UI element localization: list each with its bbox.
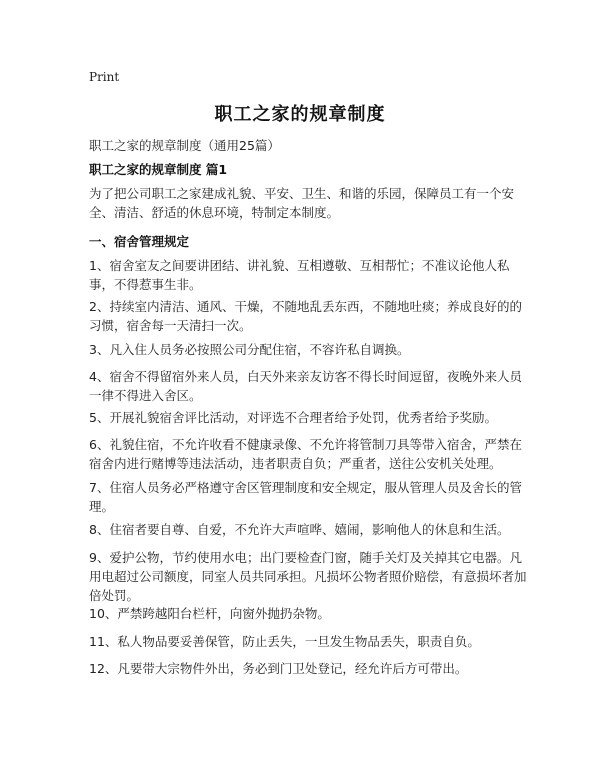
print-link[interactable]: Print <box>89 70 120 84</box>
chapter-heading: 职工之家的规章制度 篇1 <box>89 162 228 177</box>
rule-paragraph: 7、住宿人员务必严格遵守舍区管理制度和安全规定，服从管理人员及舍长的管理。 <box>89 480 522 514</box>
document-subtitle: 职工之家的规章制度（通用25篇） <box>89 138 280 153</box>
page-title: 职工之家的规章制度 <box>214 104 386 125</box>
rule-paragraph: 11、私人物品要妥善保管，防止丢失，一旦发生物品丢失，职责自负。 <box>89 634 480 649</box>
rule-paragraph: 4、宿舍不得留宿外来人员，白天外来亲友访客不得长时间逗留，夜晚外来人员一律不得进入舍区。 <box>89 369 522 403</box>
rule-paragraph: 12、凡要带大宗物件外出，务必到门卫处登记，经允许后方可带出。 <box>89 661 468 676</box>
rule-paragraph: 6、礼貌住宿，不允许收看不健康录像、不允许将管制刀具等带入宿舍，严禁在宿舍内进行赌博等违法活动，违者职责自负；严重者，送往公安机关处理。 <box>89 437 522 471</box>
rule-paragraph: 2、持续室内清洁、通风、干燥，不随地乱丢东西，不随地吐痰；养成良好的的习惯，宿舍每一天清扫一次。 <box>89 299 522 333</box>
intro-paragraph: 为了把公司职工之家建成礼貌、平安、卫生、和谐的乐园，保障员工有一个安全、清洁、舒适的休息环境，特制定本制度。 <box>89 186 515 220</box>
section-heading-dormitory: 一、宿舍管理规定 <box>89 234 190 249</box>
rule-paragraph: 3、凡入住人员务必按照公司分配住宿，不容许私自调换。 <box>89 342 410 357</box>
rule-paragraph: 5、开展礼貌宿舍评比活动，对评选不合理者给予处罚，优秀者给予奖励。 <box>89 410 497 425</box>
rule-paragraph: 8、住宿者要自尊、自爱，不允许大声喧哗、嬉闹，影响他人的休息和生活。 <box>89 522 510 537</box>
rule-paragraph: 10、严禁跨越阳台栏杆，向窗外抛扔杂物。 <box>89 606 330 621</box>
rule-paragraph: 1、宿舍室友之间要讲团结、讲礼貌、互相遵敬、互相帮忙；不准议论他人私事，不得惹事生非。 <box>89 258 510 292</box>
rule-paragraph: 9、爱护公物，节约使用水电；出门要检查门窗，随手关灯及关掉其它电器。凡用电超过公司额度，同室人员共同承担。凡损坏公物者照价赔偿，有意损坏者加倍处罚。 <box>89 550 527 603</box>
